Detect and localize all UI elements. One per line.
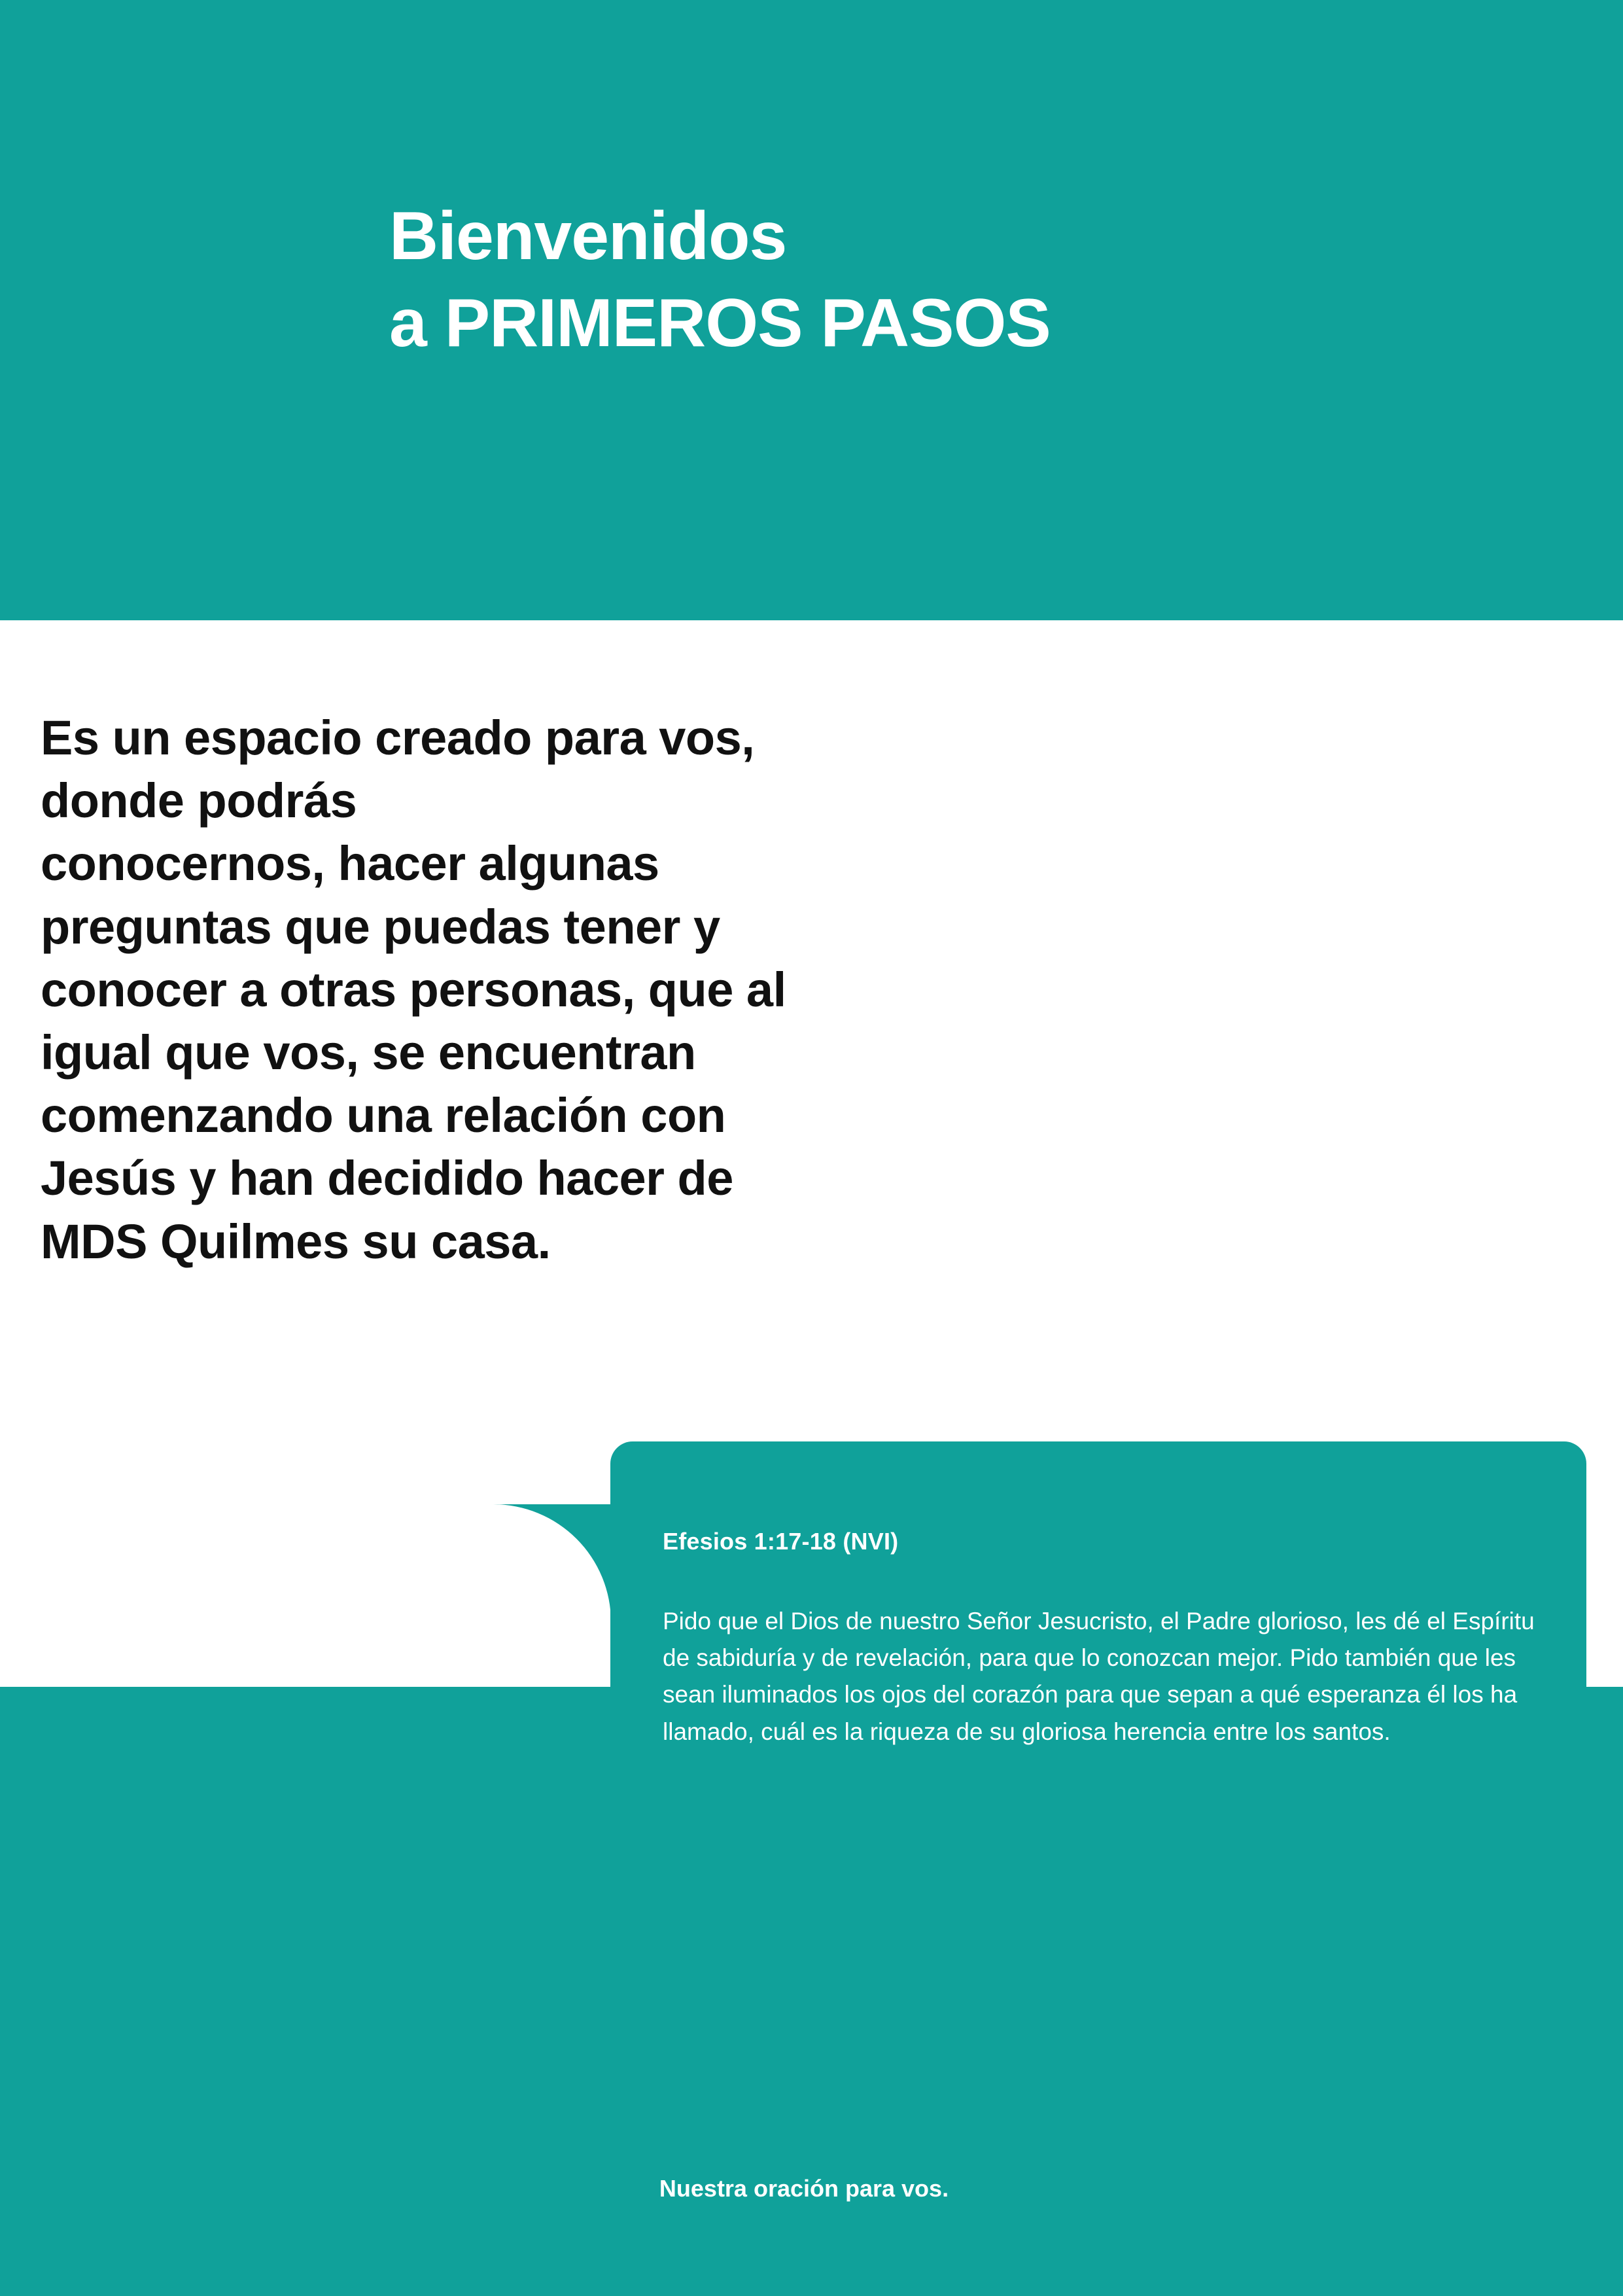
intro-line: Es un espacio creado para vos, [41, 711, 755, 765]
intro-line: conocernos, hacer algunas [41, 836, 659, 891]
header-band [0, 0, 1623, 620]
scripture-reference: Efesios 1:17-18 (NVI) [663, 1528, 899, 1555]
intro-line: Jesús y han decidido hacer de [41, 1151, 733, 1206]
page-title-line-1: Bienvenidos [389, 198, 787, 274]
footer-note-text: Nuestra oración para vos. [659, 2175, 949, 2202]
intro-line: preguntas que puedas tener y [41, 899, 720, 954]
page-title-line-2: a PRIMEROS PASOS [389, 285, 1051, 362]
intro-line: donde podrás [41, 773, 357, 828]
intro-line: conocer a otras personas, que al [41, 962, 786, 1017]
intro-paragraph [41, 707, 1061, 1273]
scripture-text: Pido que el Dios de nuestro Señor Jesucristo, el Padre glorioso, les dé el Espíritu de sabiduría y de revelación, para que lo conozcan mejor. Pido también que les sean iluminados los ojos del corazón para que sepan a qué esperanza él los ha llamado, cuál es la riqueza de su gloriosa herencia entre los santos. [663, 1608, 1535, 1745]
intro-line: MDS Quilmes su casa. [41, 1214, 551, 1269]
intro-line: comenzando una relación con [41, 1088, 726, 1143]
page-title [389, 193, 1501, 367]
intro-line: igual que vos, se encuentran [41, 1025, 696, 1080]
footer-note [0, 2175, 1623, 2202]
